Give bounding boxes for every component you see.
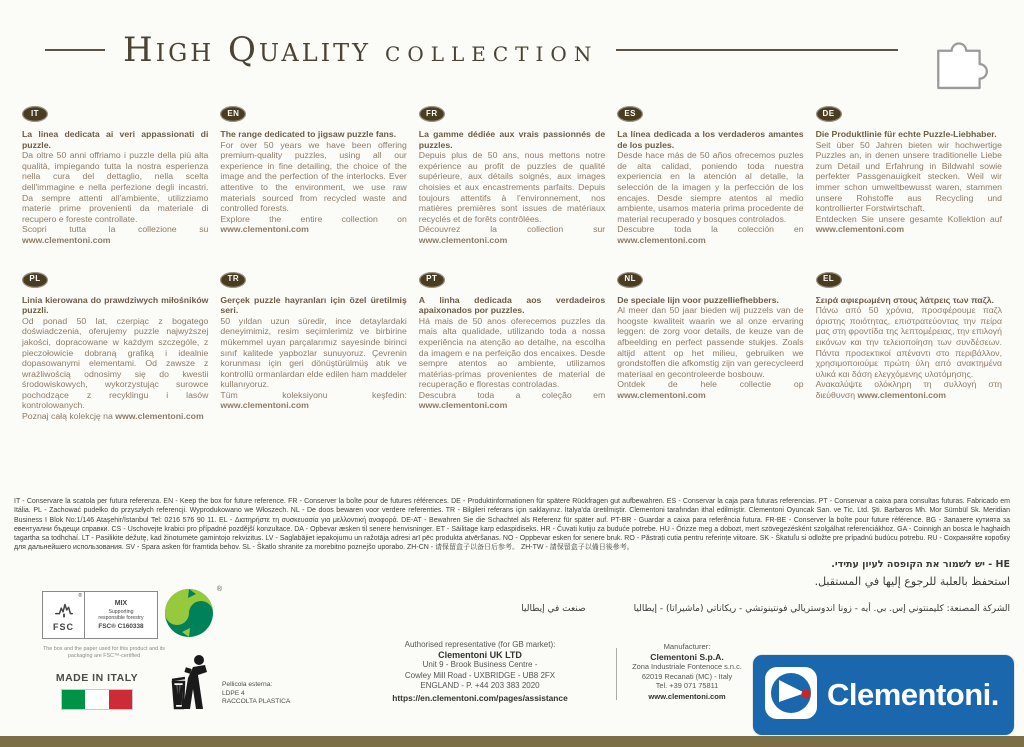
- lang-badge-de: DE: [816, 106, 842, 122]
- fsc-code: FSC® C160338: [98, 623, 144, 630]
- website-url: www.clementoni.com: [418, 400, 508, 411]
- fsc-certification-label: [42, 591, 158, 639]
- lang-badge-pt: PT: [419, 272, 445, 288]
- lang-badge-it: IT: [22, 106, 48, 122]
- lang-intro: La gamme dédiée aux vrais passionnés de puzzles.: [418, 129, 606, 150]
- lang-section-de: [816, 106, 1002, 246]
- lang-outro: [816, 214, 1002, 235]
- lang-badge-tr: TR: [220, 272, 246, 288]
- manufacturer-name: Clementoni S.p.A.: [650, 652, 724, 662]
- website-url: www.clementoni.com: [617, 389, 706, 400]
- lang-body: 50 yıldan uzun süredir, ince detaylardaki deneyimimiz, resim seçimlerimiz ve birbirine mükemmel uyan parçalarımız sayesinde birinci sınıf kalitede yapbozlar sunuyoruz. Çevrenin korunması için geri dönüştürülmüş atık ve kontrollü ormanlardan elde edilen ham maddeler kullanıyoruz.: [220, 315, 407, 390]
- clementoni-logo-mark: [765, 667, 817, 724]
- website-url: www.clementoni.com: [22, 234, 111, 245]
- lang-body: For over 50 years we have been offering premium-quality puzzles, using all our experience in fine detailing, the choice of the image and the perfection of the interlocks. Ever attentive to the environment, we use raw materials sourced from recycled waste and controlled forests.: [220, 139, 407, 214]
- lang-intro: Linia kierowana do prawdziwych miłośników puzzli.: [22, 294, 209, 316]
- flag-white-stripe: [85, 690, 108, 709]
- tidyman-dispose-icon: [168, 654, 214, 717]
- fsc-supporting-line: Supporting: [108, 609, 134, 615]
- collection-title-main: High Quality: [123, 30, 372, 70]
- lang-body: Al meer dan 50 jaar bieden wij puzzels van de hoogste kwaliteit waarin we al onze ervaring leggen: de zorg voor details, de keuze van de afbeelding en perfect passende stukjes. Zoals altijd attent op het milieu, gebruiken we grondstoffen die afkomstig zijn van gerecycleerd materiaal en gecontroleerde bosbouw.: [617, 305, 804, 379]
- lang-outro-text: Entdecken Sie unsere gesamte Kollektion auf: [815, 213, 1002, 224]
- lang-intro: La linea dedicata ai veri appassionati di puzzle.: [22, 129, 209, 150]
- gb-assistance-url: https://en.clementoni.com/pages/assistance: [392, 692, 568, 703]
- lang-section-fr: [419, 106, 605, 246]
- fsc-mix-label: MIX: [114, 600, 128, 607]
- lang-outro: [419, 390, 605, 411]
- lang-intro: A linha dedicada aos verdadeiros apaixonados por puzzles.: [418, 294, 606, 316]
- box-edge-strip: [0, 736, 1024, 747]
- lang-outro-text: Poznaj całą kolekcję na: [22, 411, 113, 422]
- lang-section-pl: [22, 272, 208, 422]
- lang-outro: [419, 224, 605, 245]
- film-line-1: Pellicola esterna:: [222, 681, 273, 688]
- lang-badge-es: ES: [617, 106, 643, 122]
- lang-section-nl: [617, 272, 803, 422]
- lang-outro: [22, 224, 208, 245]
- lang-outro-text: Descubra toda a coleção em: [418, 389, 606, 400]
- gb-address-1: Unit 9 - Brook Business Centre -: [422, 660, 538, 669]
- lang-outro: [816, 379, 1002, 400]
- registered-mark: ®: [216, 586, 222, 593]
- gb-address-2: Cowley Mill Road - UXBRIDGE - UB8 2FX: [404, 670, 556, 680]
- website-url: www.clementoni.com: [815, 224, 905, 235]
- lang-section-el: [816, 272, 1002, 422]
- lang-section-pt: [419, 272, 605, 422]
- lang-intro: The range dedicated to jigsaw puzzle fans.: [220, 129, 397, 139]
- lang-outro-text: Descubre toda la colección en: [617, 224, 804, 235]
- arabic-manufacturer-text: الشركة المصنعة: كليمنتوني إس. بي. أيه - زونا اندوستريالي فونتينوتشي - ريكاناتي (ماشيراتا) - إيطاليا: [633, 604, 1010, 614]
- fsc-caption: The box and the paper used for this product and its packaging are FSC™-certified: [43, 646, 165, 659]
- fsc-mix-box: [85, 592, 157, 638]
- multilingual-fine-print: IT - Conservare la scatola per futura referenza. EN - Keep the box for future reference. FR - Conserver la boîte pour de futures références. DE - Produktinformationen für spätere Rückfragen gut aufbewahren. ES - Conservar la caja para futuras referencias. PT - Conservar a caixa para consultas futuras. Fabricado em Itália. PL - Zachować pudełko do przyszłych referencji. Wyprodukowano we Włoszech. NL - De doos bewaren voor verdere referenties. TR - Bilgileri referans için saklayınız. İtalya'da üretilmiştir. Clementoni tarafından ithal edilmiştir. Clementoni Oyuncak San. ve Tic. Ltd. Şti. Barbaros Mh. Mor Sümbül Sk. Meridian Business I Blok No:1/146 Ataşehir/İstanbul Tel: 0216 576 90 11. EL - Διατηρήστε τη συσκευασία για μελλοντική αναφορά. DE-AT - Bewahren Sie die Schachtel als Referenz für später auf. PT-BR - Guardar a caixa para referência futura. FR-BE - Conserver la boîte pour future référence. BG - Запазете кутията за евентуални бъдещи справки. CS - Uschovejte krabici pro případné pozdější konzultace. DA - Opbevar æsken til senere henvisninger. ET - Säilitage karp edaspidiseks. HR - Čuvati kutiju za buduće potrebe. HU - Őrizze meg a dobozt, mert szövegezésként szolgálhat referenciákhoz. GA - Coinnigh an bosca le haghaidh tagartha sa todhchaí. LT - Pasilikite dėžutę, kad žinotumėte gamintojo rekvizitus. LV - Saglabājiet iepakojumu un ražotāja adresi arī pēc produkta atvēršanas. NO - Oppbevar esken for senere bruk. RO - Păstrați cutia pentru referințe viitoare. SK - Škatuľu si odložte pre prípadnú budúcu potrebu. RU - Сохраняйте коробку для дальнейшего использования. SV - Spara asken för framtida behov. SL - Škatlo shranite za morebitno poznejšo uporabo. ZH-CN - 请保留盒子以备日后参考。 ZH-TW - 請保留盒子以備日後參考。: [14, 498, 1010, 552]
- lang-outro-text: Scopri tutta la collezione su: [22, 224, 209, 235]
- fsc-acronym: FSC: [53, 621, 74, 632]
- website-url: www.clementoni.com: [857, 389, 947, 400]
- lang-outro-text: Ontdek de hele collectie op: [617, 379, 804, 390]
- lang-intro: Die Produktlinie für echte Puzzle-Liebhaber.: [815, 129, 997, 139]
- lang-section-tr: [220, 272, 406, 422]
- website-url: www.clementoni.com: [418, 234, 508, 245]
- website-url: www.clementoni.com: [617, 234, 706, 245]
- made-in-italy-block: [52, 672, 142, 714]
- lang-section-en: [220, 106, 406, 246]
- lang-outro-text: Tüm koleksiyonu keşfedin:: [220, 389, 407, 400]
- manufacturer-block: [626, 642, 748, 701]
- lang-outro: [617, 224, 803, 245]
- clementoni-logo-text: Clementoni.: [827, 677, 999, 712]
- collection-title: [123, 30, 598, 70]
- lang-body: Desde hace más de 50 años ofrecemos puzles de alta calidad, poniendo toda nuestra experiencia en la atención al detalle, la selección de la imagen y la perfección de los encajes. Desde siempre atentos al medio ambiente, usamos materia prima procedente de material recuperado y bosques controlados.: [617, 150, 804, 224]
- header: [45, 30, 898, 70]
- clementoni-logo: [753, 655, 1014, 735]
- gb-company-name: Clementoni UK LTD: [438, 650, 522, 660]
- film-line-3: RACCOLTA PLASTICA: [222, 698, 291, 706]
- manufacturer-address-1: Zona Industriale Fontenoce s.n.c.: [632, 662, 742, 671]
- fsc-tree-icon: [43, 592, 85, 638]
- lang-badge-nl: NL: [617, 272, 643, 288]
- lang-outro: [22, 411, 208, 422]
- lang-outro-text: Découvrez la collection sur: [418, 224, 606, 235]
- lang-intro: Σειρά αφιερωμένη στους λάτρεις των παζλ.: [815, 294, 994, 305]
- plastic-film-note: [222, 681, 290, 707]
- lang-body: Da oltre 50 anni offriamo i puzzle della più alta qualità, impiegando tutta la nostra esperienza nella cura del dettaglio, nella scelta dell'immagine e nella perfezione degli incastri. Da sempre attenti all'ambiente, utilizziamo materie prime provenienti da materiale di recupero e foreste controllate.: [22, 150, 209, 224]
- lang-badge-fr: FR: [419, 106, 445, 122]
- website-url: www.clementoni.com: [220, 400, 309, 411]
- lang-body: Od ponad 50 lat, czerpiąc z bogatego doświadczenia, oferujemy puzzle najwyższej jakości, dopracowane w każdym szczególe, z pieczołowicie dobraną grafiką i idealnie dopasowanymi elementami. Od zawsze z wrażliwością odnosimy się do kwestii środowiskowych, wykorzystując surowce pochodzące z recyklingu i lasów kontrolowanych.: [22, 315, 209, 411]
- lang-outro: [220, 390, 406, 411]
- lang-badge-el: EL: [816, 272, 842, 288]
- website-url: www.clementoni.com: [220, 224, 309, 235]
- lang-body: Seit über 50 Jahren bieten wir hochwertige Puzzles an, in denen unsere traditionelle Liebe zum Detail und Erfahrung in Bildwahl sowie perfekter Passgenauigkeit stecken. Weil wir immer schon umweltbewusst waren, stammen unsere Rohstoffe aus Recycling und kontrollierter Forstwirtschaft.: [815, 139, 1002, 214]
- lang-body: Há mais de 50 anos oferecemos puzzles da mais alta qualidade, utilizando toda a nossa experiência na atenção ao detalhe, na escolha da imagem e na perfeição dos encaixes. Desde sempre atentos ao ambiente, utilizamos matérias-primas provenientes de material de recuperação e florestas controladas.: [418, 315, 606, 390]
- lang-intro: De speciale lijn voor puzzelliefhebbers.: [617, 294, 779, 305]
- manufacturer-url: www.clementoni.com: [648, 691, 726, 701]
- lang-intro: Gerçek puzzle hayranları için özel üretilmiş seri.: [220, 294, 407, 316]
- lang-outro-text: Explore the entire collection on: [220, 213, 407, 224]
- gb-address-3: ENGLAND - P. +44 203 383 2020: [420, 681, 540, 690]
- hebrew-keep-box-line: HE - יש לשמור את הקופסה לעיון עתידי.: [831, 559, 1010, 570]
- flag-green-stripe: [62, 690, 85, 709]
- lang-section-es: [617, 106, 803, 246]
- lang-outro-text: Ανακαλύψτε ολόκληρη τη συλλογή στη διεύθυνση: [815, 379, 1002, 400]
- made-in-italy-label: MADE IN ITALY: [55, 672, 139, 684]
- puzzle-piece-icon: [930, 28, 992, 95]
- flag-red-stripe: [109, 690, 132, 709]
- manufacturer-address-2: 62019 Recanati (MC) - Italy: [641, 671, 733, 681]
- lang-badge-en: EN: [220, 106, 246, 122]
- website-url: www.clementoni.com: [115, 411, 204, 422]
- green-dot-recycling-icon: [164, 588, 222, 640]
- gb-heading: Authorised representative (for GB market):: [404, 640, 556, 649]
- manufacturer-address-3: Tel. +39 071 75811: [655, 681, 719, 691]
- lang-outro: [220, 214, 406, 235]
- collection-title-sub: COLLECTION: [385, 42, 599, 66]
- contact-divider: [616, 648, 617, 700]
- lang-body: Depuis plus de 50 ans, nous mettons notre expérience au profit de puzzles de qualité supérieure, aux détails soignés, aux images choisies et aux encastrements parfaits. Depuis toujours attentifs à l'environnement, nos matières premières sont issues de matériaux recyclés et de forêts contrôlées.: [418, 150, 606, 224]
- lang-badge-pl: PL: [22, 272, 48, 288]
- header-rule-left: [45, 49, 105, 51]
- fsc-forestry-line: responsible forestry: [98, 615, 144, 621]
- arabic-keep-box-line: استحفظ بالعلبة للرجوع إليها في المستقبل.: [814, 575, 1010, 588]
- arabic-manufacturer-line: [521, 604, 1010, 614]
- italian-flag: [61, 689, 133, 710]
- arabic-made-in-italy: صنعت في إيطاليا: [521, 604, 586, 614]
- registered-mark: ®: [78, 593, 82, 599]
- lang-outro: [617, 379, 803, 400]
- manufacturer-heading: Manufacturer:: [663, 642, 711, 651]
- lang-intro: La línea dedicada a los verdaderos amantes de los puzles.: [617, 129, 804, 150]
- header-rule-right: [616, 49, 898, 51]
- lang-section-it: [22, 106, 208, 246]
- language-sections: [22, 106, 1002, 422]
- lang-body: Πάνω από 50 χρόνια, προσφέρουμε παζλ άριστης ποιότητας, επιστρατεύοντας την πείρα μας στη φροντίδα της λεπτομέρειας, την επιλογή εικόνων και την τελειοποίηση των συνδέσεων. Πάντα προσεκτικοί απέναντι στο περιβάλλον, χρησιμοποιούμε πρώτη ύλη από ανακτημένα υλικά και δάση ελεγχόμενης υλοτόμησης.: [815, 305, 1002, 379]
- film-line-2: LDPE 4: [222, 689, 245, 697]
- gb-representative-block: [350, 640, 610, 703]
